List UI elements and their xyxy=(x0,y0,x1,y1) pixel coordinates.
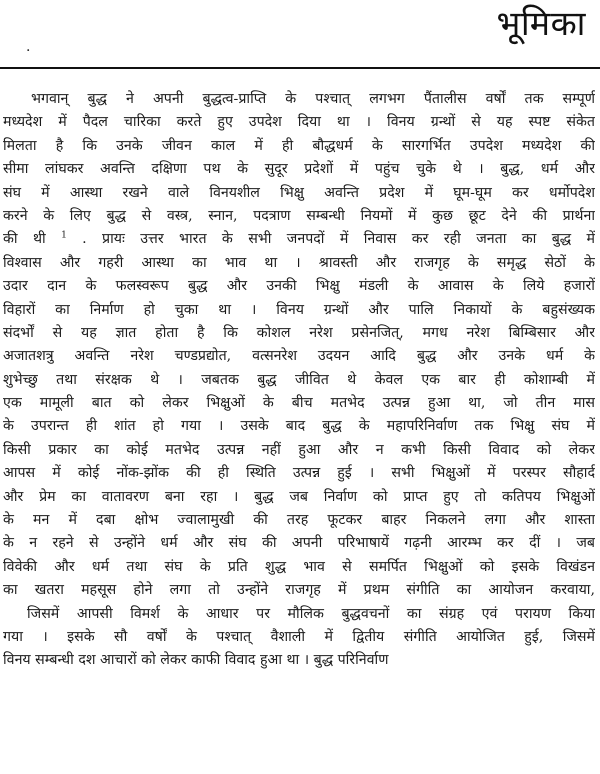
page-title: भूमिका xyxy=(496,4,586,44)
text-line: के उपरान्त ही शांत हो गया । उसके बाद बुद्ध के महापरिनिर्वाण तक भिक्षु संघ में xyxy=(3,418,595,435)
header-divider xyxy=(0,67,600,69)
text-line: विवेकी और धर्म तथा संघ के प्रति शुद्ध भाव से समर्पित भिक्षुओं को इसके विखंडन xyxy=(3,558,595,575)
text-line: विनय सम्बन्धी दश आचारों को लेकर काफी विवाद हुआ था । बुद्ध परिनिर्वाण xyxy=(3,652,389,669)
text-line: के मन में दबा क्षोभ ज्वालामुखी की तरह फूटकर बाहर निकलने लगा और शास्ता xyxy=(3,512,595,529)
text-line: एक मामूली बात को लेकर भिक्षुओं के बीच मतभेद उत्पन्न हुआ था, जो तीन मास xyxy=(3,395,595,412)
text-line: का खतरा महसूस होने लगा तो उन्होंने राजगृह में प्रथम संगीति का आयोजन करवाया, xyxy=(3,582,595,599)
text-line: अजातशत्रु अवन्ति नरेश चण्डप्रद्योत, वत्सनरेश उदयन आदि बुद्ध और उनके धर्म के xyxy=(3,348,595,365)
text-line-start: की थी xyxy=(3,231,46,248)
text-line: गया । इसके सौ वर्षों के पश्चात् वैशाली में द्वितीय संगीति आयोजित हुई, जिसमें xyxy=(3,628,595,645)
text-line-rest: . प्रायः उत्तर भारत के सभी जनपदों में निवास कर रही जनता का बुद्ध में xyxy=(82,231,595,248)
margin-mark: · xyxy=(26,43,31,59)
text-line xyxy=(3,228,595,251)
text-line: उदार दान के फलस्वरूप बुद्ध और उनकी भिक्षु मंडली के आवास के लिये हजारों xyxy=(3,278,595,295)
body-paragraph xyxy=(3,88,595,673)
footnote-ref: 1 xyxy=(61,230,67,241)
text-line: संदर्भों से यह ज्ञात होता है कि कोशल नरेश प्रसेनजित्, मगध नरेश बिम्बिसार और xyxy=(3,324,595,341)
text-line: शुभेच्छु तथा संरक्षक थे । जबतक बुद्ध जीवित थे केवल एक बार ही कोशाम्बी में xyxy=(3,371,595,388)
text-line: विहारों का निर्माण हो चुका था । विनय ग्रन्थों और पालि निकायों के बहुसंख्यक xyxy=(3,301,595,318)
text-line: भगवान् बुद्ध ने अपनी बुद्धत्व-प्राप्ति के पश्चात् लगभग पैंतालीस वर्षों तक सम्पूर्ण xyxy=(31,91,595,107)
text-line: आपस में कोई नोंक-झोंक की ही स्थिति उत्पन्न हुई । सभी भिक्षुओं में परस्पर सौहार्द xyxy=(3,465,595,482)
text-line: किसी प्रकार का कोई मतभेद उत्पन्न नहीं हुआ और न कभी किसी विवाद को लेकर xyxy=(3,441,595,458)
text-line: संघ में आस्था रखने वाले विनयशील भिक्षु अवन्ति प्रदेश में घूम-घूम कर धर्मोपदेश xyxy=(3,184,595,201)
text-line: सीमा लांघकर अवन्ति दक्षिणा पथ के सुदूर प्रदेशों में पहुंच चुके थे । बुद्ध, धर्म और xyxy=(3,161,595,178)
text-line: के न रहने से उन्होंने धर्म और संघ की अपनी परिभाषायें गढ़नी आरम्भ कर दीं । जब xyxy=(3,535,595,552)
text-line: करने के लिए बुद्ध से वस्त्र, स्नान, पदत्राण सम्बन्धी नियमों में कुछ छूट देने की प्रार्थना xyxy=(3,207,595,224)
text-line: विश्वास और गहरी आस्था का भाव था । श्रावस्ती और राजगृह के समृद्ध सेठों के xyxy=(3,254,595,271)
text-line: मिलता है कि उनके जीवन काल में ही बौद्धधर्म के सारगर्भित उपदेश मध्यदेश की xyxy=(3,137,595,154)
text-line: जिसमें आपसी विमर्श के आधार पर मौलिक बुद्धवचनों का संग्रह एवं परायण किया xyxy=(27,605,595,622)
text-line: और प्रेम का वातावरण बना रहा । बुद्ध जब निर्वाण को प्राप्त हुए तो कतिपय भिक्षुओं xyxy=(3,488,595,505)
text-line: मध्यदेश में पैदल चारिका करते हुए उपदेश दिया था । विनय ग्रन्थों से यह स्पष्ट संकेत xyxy=(3,114,595,131)
